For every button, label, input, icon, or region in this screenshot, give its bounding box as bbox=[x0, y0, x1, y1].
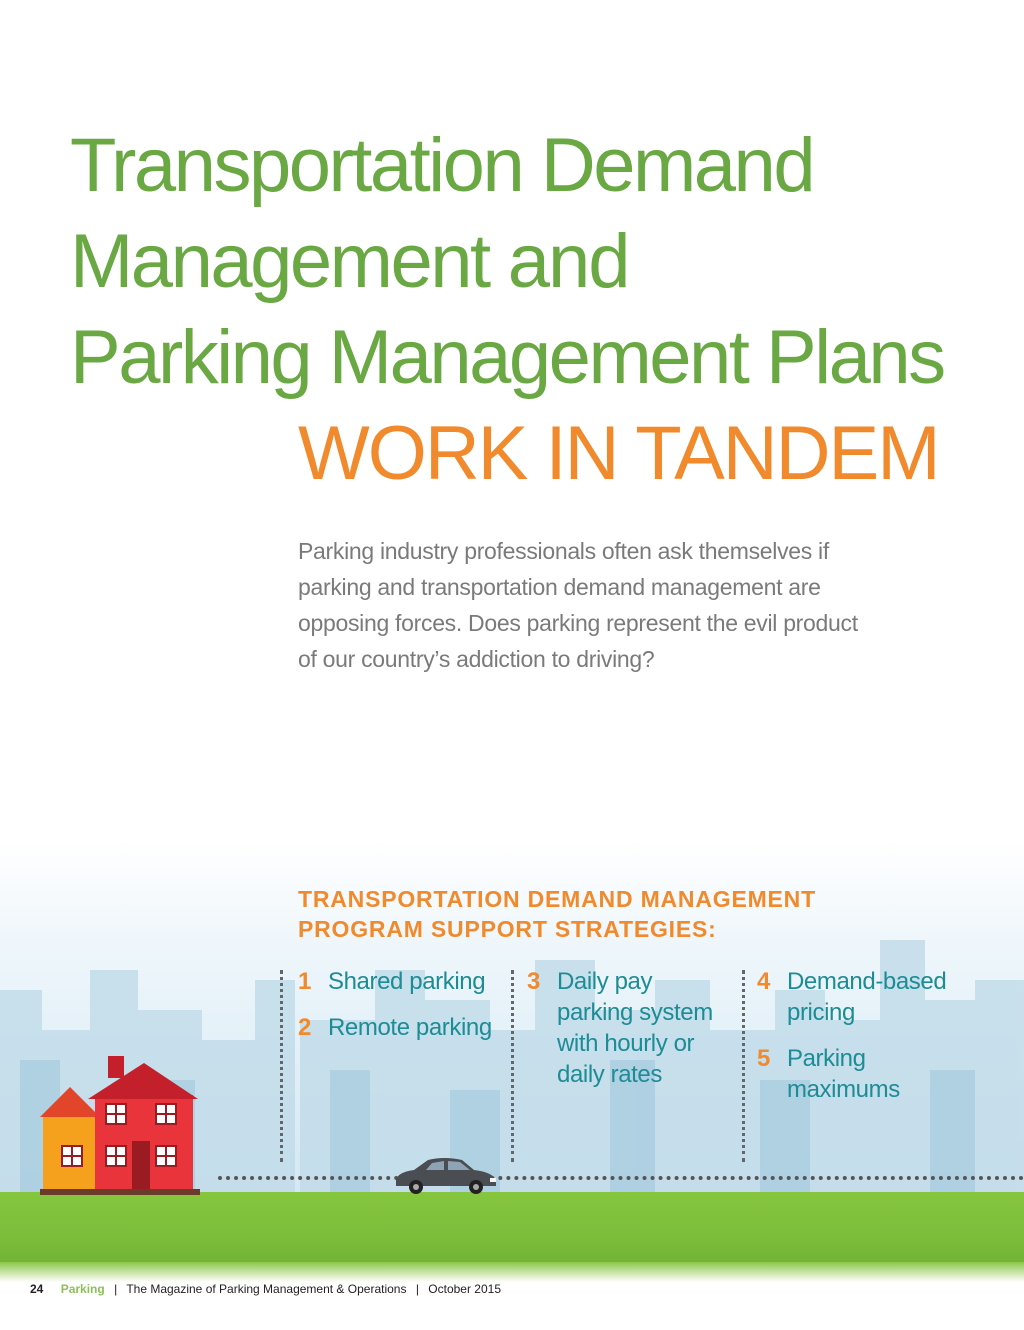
footer-separator: | bbox=[114, 1282, 118, 1296]
road-dotted-line bbox=[218, 1176, 1024, 1180]
column-divider-1 bbox=[280, 970, 283, 1162]
strategies-column-1 bbox=[298, 966, 503, 1058]
issue-date: October 2015 bbox=[428, 1282, 501, 1296]
article-title bbox=[70, 118, 990, 502]
strategies-column-2 bbox=[527, 966, 727, 1105]
strategy-text: Shared parking bbox=[328, 968, 486, 995]
title-management: Management bbox=[70, 219, 489, 304]
strategy-item bbox=[298, 1012, 503, 1043]
strategy-item bbox=[527, 966, 727, 1090]
strategies-heading-line-2: PROGRAM SUPPORT STRATEGIES: bbox=[298, 916, 717, 942]
strategy-text: Parking maximums bbox=[787, 1045, 900, 1103]
title-line-1: Transportation Demand bbox=[70, 123, 814, 208]
grass-ground bbox=[0, 1192, 1024, 1272]
title-and: and bbox=[488, 219, 629, 304]
magazine-brand: Parking bbox=[60, 1282, 105, 1296]
house-illustration bbox=[40, 1055, 200, 1195]
column-divider-3 bbox=[742, 970, 745, 1162]
strategy-number: 2 bbox=[298, 1014, 311, 1041]
strategy-number: 1 bbox=[298, 968, 311, 995]
footer-separator: | bbox=[415, 1282, 419, 1296]
strategies-heading bbox=[298, 884, 958, 944]
strategy-number: 5 bbox=[757, 1045, 770, 1072]
title-line-3: Parking Management Plans bbox=[70, 315, 944, 400]
strategies-heading-line-1: TRANSPORTATION DEMAND MANAGEMENT bbox=[298, 886, 816, 912]
page-number: 24 bbox=[30, 1282, 44, 1296]
strategy-text: Remote parking bbox=[328, 1014, 492, 1041]
page-footer bbox=[30, 1282, 501, 1296]
intro-paragraph: Parking industry professionals often ask themselves if parking and transportation demand management are opposing forces. Does parking represent the evil product of our country’s addiction to driving? bbox=[298, 538, 858, 672]
strategy-item bbox=[757, 1043, 957, 1105]
title-work-in-tandem: WORK IN TANDEM bbox=[298, 411, 939, 496]
strategy-number: 3 bbox=[527, 968, 540, 995]
strategies-column-3 bbox=[757, 966, 957, 1120]
magazine-name: The Magazine of Parking Management & Operations bbox=[126, 1282, 407, 1296]
column-divider-2 bbox=[511, 970, 514, 1162]
strategy-item bbox=[757, 966, 957, 1028]
title-line-2 bbox=[70, 214, 990, 310]
strategy-text: Daily pay parking system with hourly or daily rates bbox=[557, 968, 713, 1088]
strategy-text: Demand-based pricing bbox=[787, 968, 947, 1026]
grass-fade bbox=[0, 1262, 1024, 1282]
strategy-item bbox=[298, 966, 503, 997]
car-illustration bbox=[392, 1156, 500, 1196]
strategy-number: 4 bbox=[757, 968, 770, 995]
